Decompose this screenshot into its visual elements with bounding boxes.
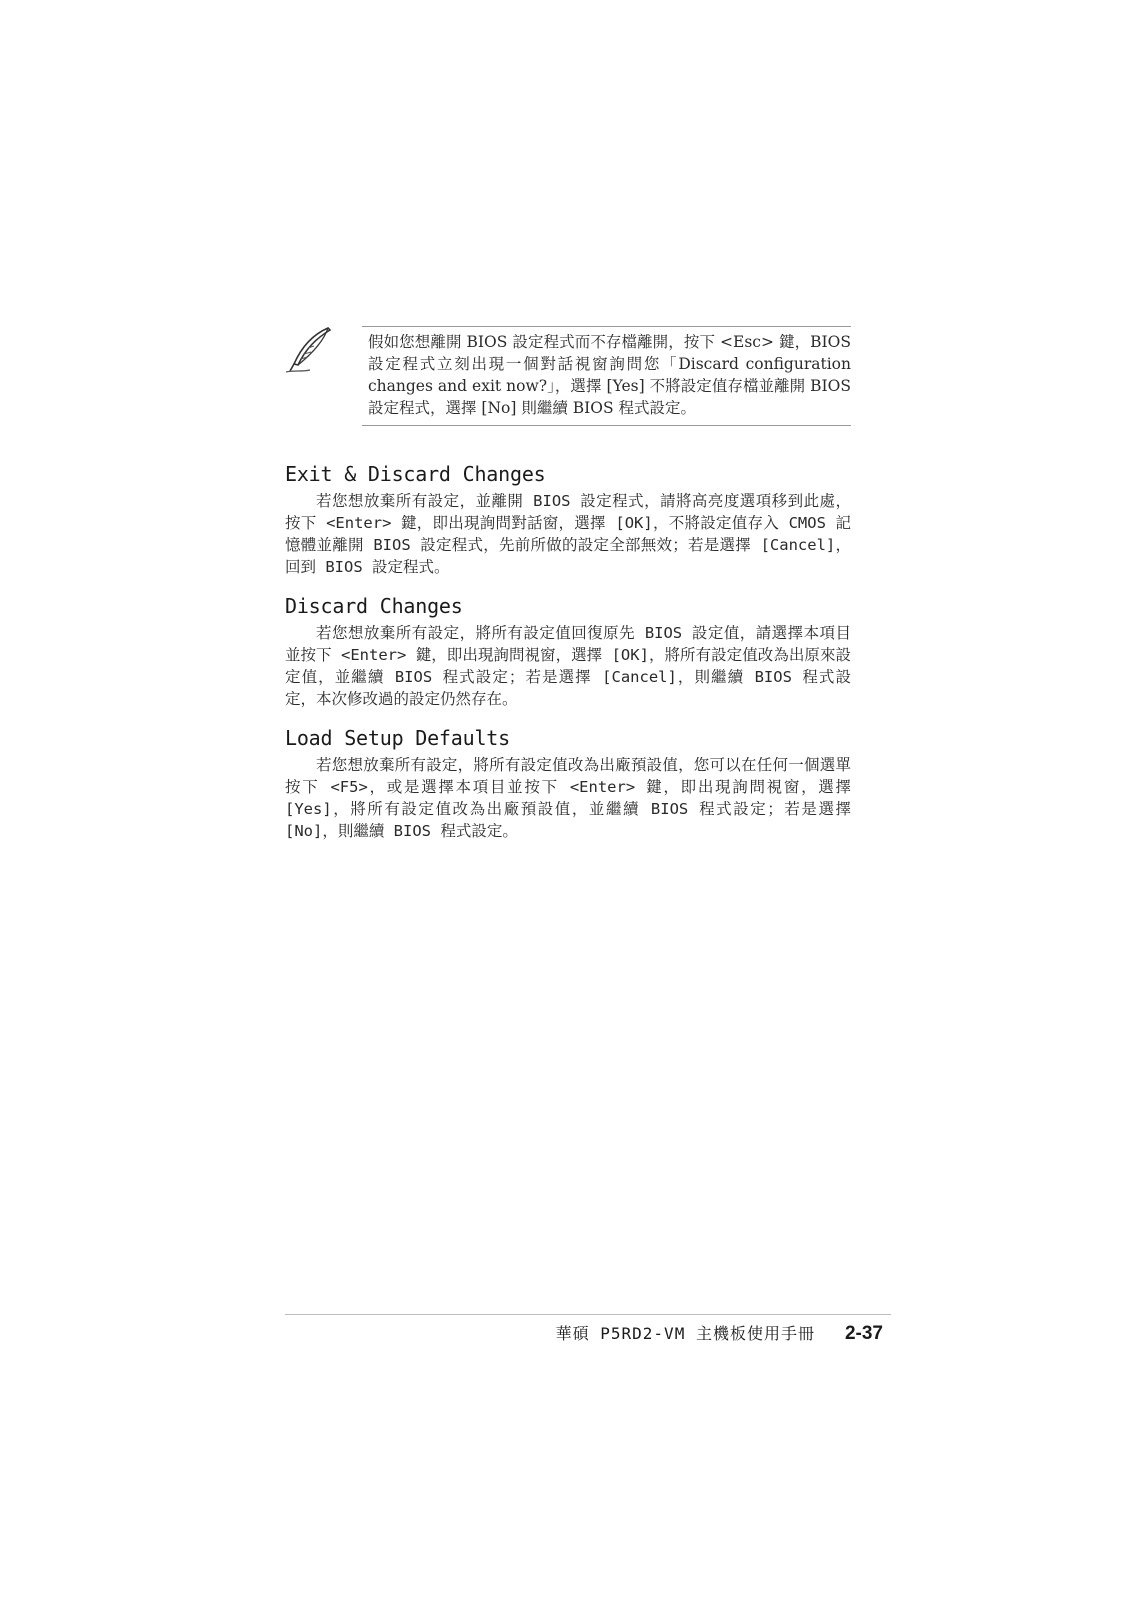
page-number: 2-37 [844,1323,883,1344]
manual-title: 華碩 P5RD2-VM 主機板使用手冊 [555,1324,815,1343]
section-exit-discard-changes [285,460,851,578]
section-heading: Exit & Discard Changes [285,462,546,486]
section-load-setup-defaults [285,724,851,842]
section-body: 若您想放棄所有設定，將所有設定值改為出廠預設值，您可以在任何一個選單按下 <F5>，或是選擇本項目並按下 <Enter> 鍵，即出現詢問視窗，選擇 [Yes]，將所有設定值改為出廠預設值，並繼續 BIOS 程式設定；若是選擇 [No]，則繼續 BIOS 程式設定。 [285,756,851,840]
section-discard-changes [285,592,851,710]
footer-divider [285,1314,891,1315]
note-text: 假如您想離開 BIOS 設定程式而不存檔離開，按下 <Esc> 鍵，BIOS 設定程式立刻出現一個對話視窗詢問您「Discard configuration changes and exit now?」，選擇 [Yes] 不將設定值存檔並離開 BIOS 設定程式，選擇 [No] 則繼續 BIOS 程式設定。 [362,326,851,426]
section-heading: Load Setup Defaults [285,726,510,750]
section-heading: Discard Changes [285,594,463,618]
section-body: 若您想放棄所有設定，將所有設定值回復原先 BIOS 設定值，請選擇本項目並按下 <Enter> 鍵，即出現詢問視窗，選擇 [OK]，將所有設定值改為出原來設定值，並繼續 BIOS 程式設定；若是選擇 [Cancel]，則繼續 BIOS 程式設定，本次修改過的設定仍然存在。 [285,624,851,708]
section-body: 若您想放棄所有設定，並離開 BIOS 設定程式，請將高亮度選項移到此處，按下 <Enter> 鍵，即出現詢問對話窗，選擇 [OK]，不將設定值存入 CMOS 記憶體並離開 BIOS 設定程式，先前所做的設定全部無效；若是選擇 [Cancel]，回到 BIOS 設定程式。 [285,492,851,576]
page-footer [285,1321,891,1347]
quill-pen-icon [284,326,340,374]
